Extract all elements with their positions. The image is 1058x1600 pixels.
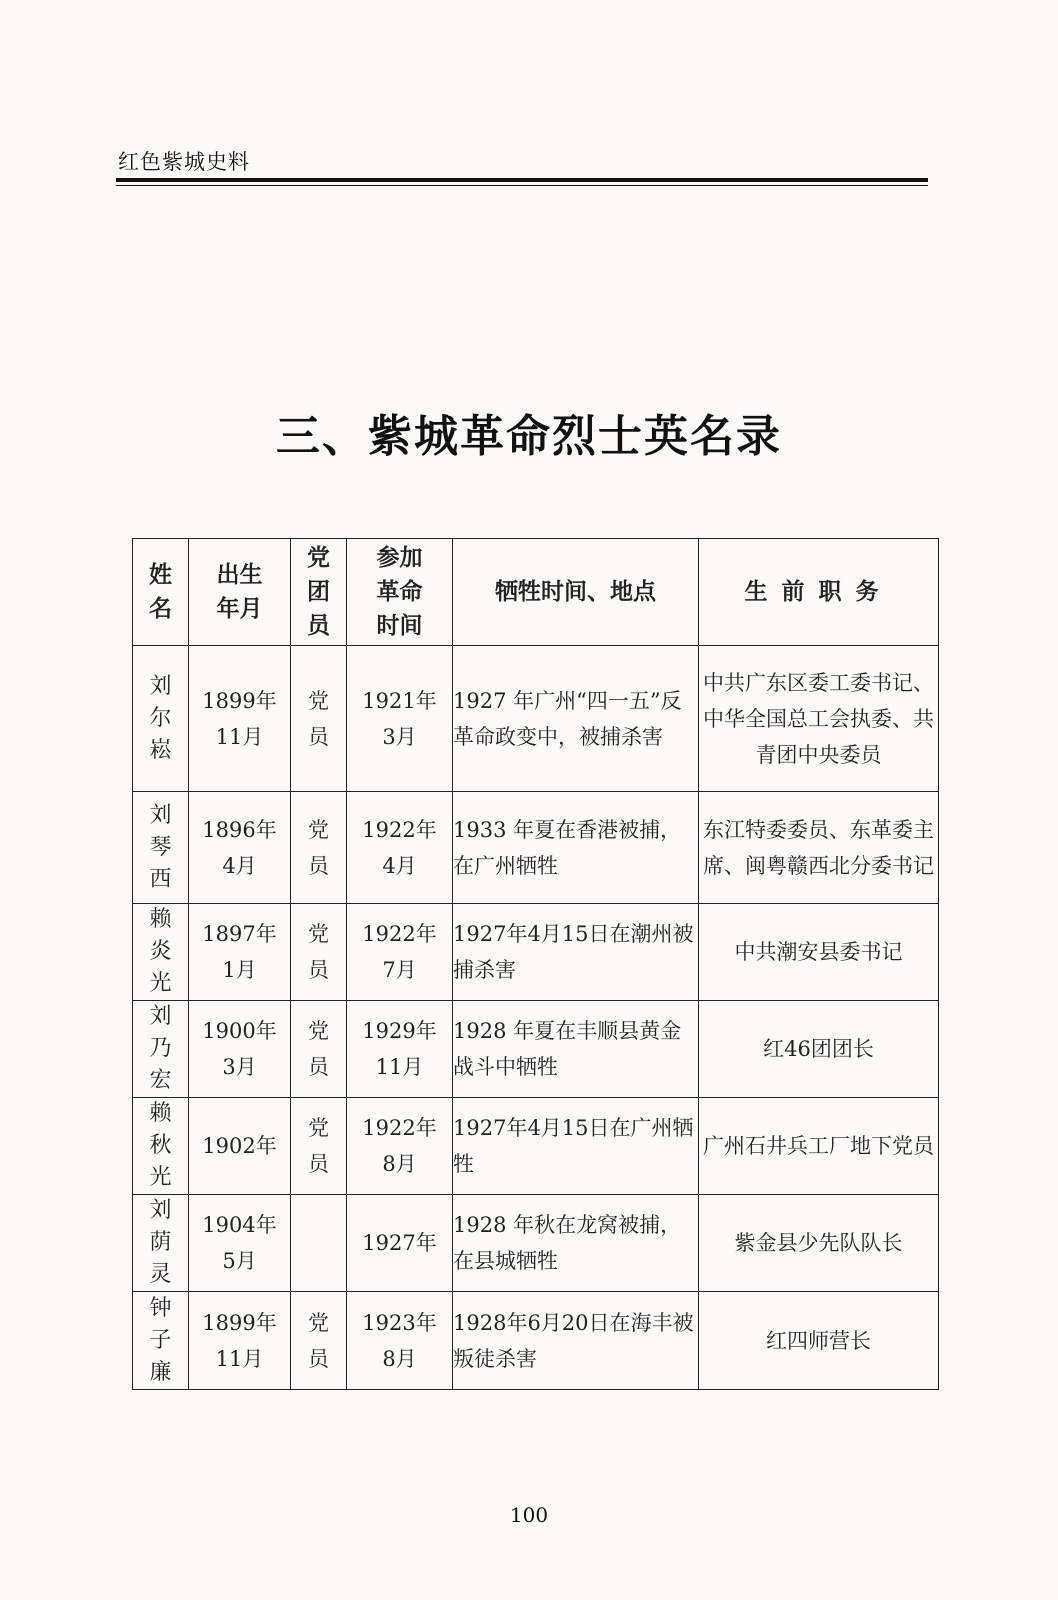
table-row bbox=[133, 1292, 939, 1390]
cell-birth: 1897年 1月 bbox=[189, 904, 291, 1001]
cell-name: 刘乃宏 bbox=[133, 1001, 189, 1098]
header-rule bbox=[116, 178, 928, 182]
cell-sacrifice: 1927年4月15日在潮州被捕杀害 bbox=[453, 904, 699, 1001]
cell-duties: 中共潮安县委书记 bbox=[699, 904, 939, 1001]
header-name: 姓名 bbox=[133, 539, 189, 646]
cell-birth: 1900年 3月 bbox=[189, 1001, 291, 1098]
cell-birth: 1896年 4月 bbox=[189, 792, 291, 904]
cell-party: 党员 bbox=[291, 792, 347, 904]
cell-party bbox=[291, 1195, 347, 1292]
cell-party: 党员 bbox=[291, 646, 347, 792]
cell-name: 刘荫灵 bbox=[133, 1195, 189, 1292]
table-body bbox=[133, 646, 939, 1390]
table-row bbox=[133, 646, 939, 792]
cell-party: 党员 bbox=[291, 1098, 347, 1195]
cell-sacrifice: 1928 年夏在丰顺县黄金战斗中牺牲 bbox=[453, 1001, 699, 1098]
cell-name: 刘尔崧 bbox=[133, 646, 189, 792]
martyrs-table bbox=[132, 538, 939, 1390]
cell-join: 1922年 8月 bbox=[347, 1098, 453, 1195]
table-row bbox=[133, 1001, 939, 1098]
cell-join: 1921年 3月 bbox=[347, 646, 453, 792]
header-duties: 生前职务 bbox=[699, 539, 939, 646]
page-number: 100 bbox=[509, 1503, 549, 1527]
cell-birth: 1899年 11月 bbox=[189, 646, 291, 792]
cell-join: 1929年 11月 bbox=[347, 1001, 453, 1098]
table-header-row bbox=[133, 539, 939, 646]
table-row bbox=[133, 1098, 939, 1195]
cell-duties: 中共广东区委工委书记、中华全国总工会执委、共青团中央委员 bbox=[699, 646, 939, 792]
cell-birth: 1904年 5月 bbox=[189, 1195, 291, 1292]
cell-duties: 红四师营长 bbox=[699, 1292, 939, 1390]
header-party: 党团员 bbox=[291, 539, 347, 646]
cell-party: 党员 bbox=[291, 1001, 347, 1098]
header-rule-thin bbox=[116, 185, 928, 186]
cell-join: 1923年 8月 bbox=[347, 1292, 453, 1390]
section-title: 三、紫城革命烈士英名录 bbox=[276, 411, 782, 462]
cell-join: 1927年 bbox=[347, 1195, 453, 1292]
table-row bbox=[133, 904, 939, 1001]
cell-sacrifice: 1933 年夏在香港被捕，在广州牺牲 bbox=[453, 792, 699, 904]
cell-join: 1922年 4月 bbox=[347, 792, 453, 904]
cell-party: 党员 bbox=[291, 1292, 347, 1390]
header-birth: 出生 年月 bbox=[189, 539, 291, 646]
cell-duties: 广州石井兵工厂地下党员 bbox=[699, 1098, 939, 1195]
table-row bbox=[133, 1195, 939, 1292]
cell-duties: 东江特委委员、东革委主席、闽粤赣西北分委书记 bbox=[699, 792, 939, 904]
running-header: 红色紫城史料 bbox=[118, 150, 250, 174]
header-join: 参加 革命 时间 bbox=[347, 539, 453, 646]
cell-sacrifice: 1928年6月20日在海丰被叛徒杀害 bbox=[453, 1292, 699, 1390]
cell-join: 1922年 7月 bbox=[347, 904, 453, 1001]
cell-birth: 1899年 11月 bbox=[189, 1292, 291, 1390]
cell-name: 刘琴西 bbox=[133, 792, 189, 904]
cell-name: 赖秋光 bbox=[133, 1098, 189, 1195]
cell-name: 钟子廉 bbox=[133, 1292, 189, 1390]
cell-duties: 紫金县少先队队长 bbox=[699, 1195, 939, 1292]
cell-name: 赖炎光 bbox=[133, 904, 189, 1001]
cell-duties: 红46团团长 bbox=[699, 1001, 939, 1098]
header-sacrifice: 牺牲时间、地点 bbox=[453, 539, 699, 646]
cell-sacrifice: 1928 年秋在龙窝被捕，在县城牺牲 bbox=[453, 1195, 699, 1292]
table-row bbox=[133, 792, 939, 904]
cell-sacrifice: 1927 年广州“四一五”反革命政变中，被捕杀害 bbox=[453, 646, 699, 792]
cell-party: 党员 bbox=[291, 904, 347, 1001]
cell-birth: 1902年 bbox=[189, 1098, 291, 1195]
cell-sacrifice: 1927年4月15日在广州牺牲 bbox=[453, 1098, 699, 1195]
